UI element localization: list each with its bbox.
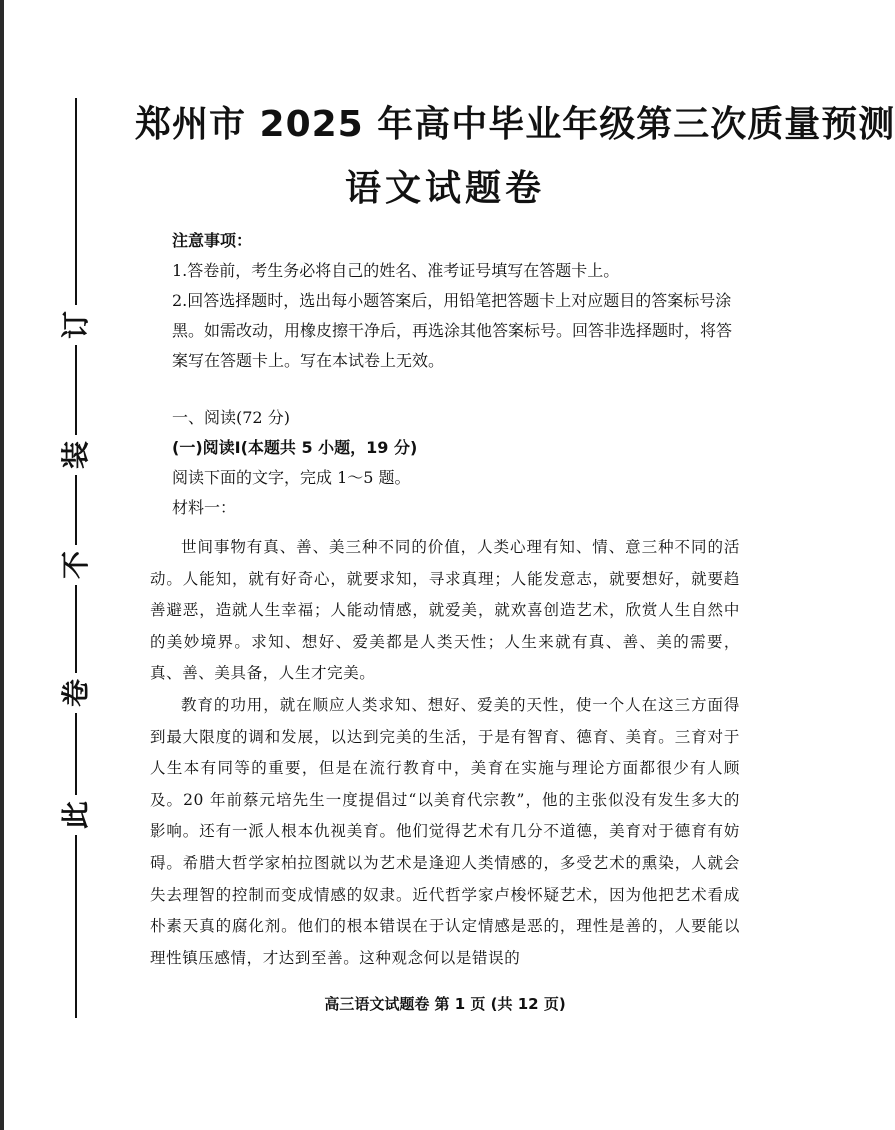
notice-item-2: 2.回答选择题时，选出每小题答案后，用铅笔把答题卡上对应题目的答案标号涂黑。如需改动，用橡皮擦干净后，再选涂其他答案标号。回答非选择题时，将答案写在答题卡上。写在本试卷上无效。 [172,291,733,370]
section-instruction: 阅读下面的文字，完成 1～5 题。 [172,468,411,487]
passage-paragraph-2: 教育的功用，就在顺应人类求知、想好、爱美的天性，使一个人在这三方面得到最大限度的调和发展，以达到完美的生活，于是有智育、德育、美育。三育对于人生本有同等的重要，但是在流行教育中，美育在实施与理论方面都很少有人顾及。20 年前蔡元培先生一度提倡过“以美育代宗教”，他的主张似没有发生多大的影响。还有一派人根本仇视美育。他们觉得艺术有几分不道德，美育对于德育有妨碍。希腊大哲学家柏拉图就以为艺术是逢迎人类情感的，多受艺术的熏染，人就会失去理智的控制而变成情感的奴隶。近代哲学家卢梭怀疑艺术，因为他把艺术看成朴素天真的腐化剂。他们的根本错误在于认定情感是恶的，理性是善的，人要能以理性镇压感情，才达到至善。这种观念何以是错误的 [150,695,740,967]
section-heading: 一、阅读(72 分) [172,408,290,427]
page-footer: 高三语文试题卷 第 1 页 (共 12 页) [324,995,566,1013]
notice-heading: 注意事项： [172,231,253,250]
passage-body [150,532,740,974]
binding-char-ci: 此 [59,795,93,835]
reading-section-header [150,403,750,523]
binding-char-ding: 订 [59,305,93,345]
exam-subtitle: 语文试题卷 [344,168,545,209]
binding-char-zhuang: 装 [59,435,93,475]
passage-paragraph-1: 世间事物有真、善、美三种不同的价值，人类心理有知、情、意三种不同的活动。人能知，就有好奇心，就要求知，寻求真理；人能发意志，就要想好，就要趋善避恶，造就人生幸福；人能动情感，就爱美，就欢喜创造艺术，欣赏人生自然中的美妙境界。求知、想好、爱美都是人类天性；人生来就有真、善、美的需要，真、善、美具备，人生才完美。 [150,538,740,683]
binding-line [56,98,96,1018]
notice-section [172,226,742,376]
binding-char-juan: 卷 [59,673,93,713]
material-label: 材料一： [172,498,237,517]
section-subheading: (一)阅读Ⅰ(本题共 5 小题，19 分) [172,438,418,457]
exam-title: 郑州市 2025 年高中毕业年级第三次质量预测 [135,104,895,145]
notice-item-1: 1.答卷前，考生务必将自己的姓名、准考证号填写在答题卡上。 [172,261,620,280]
binding-char-bu: 不 [59,545,93,585]
page-left-edge [0,0,4,1130]
